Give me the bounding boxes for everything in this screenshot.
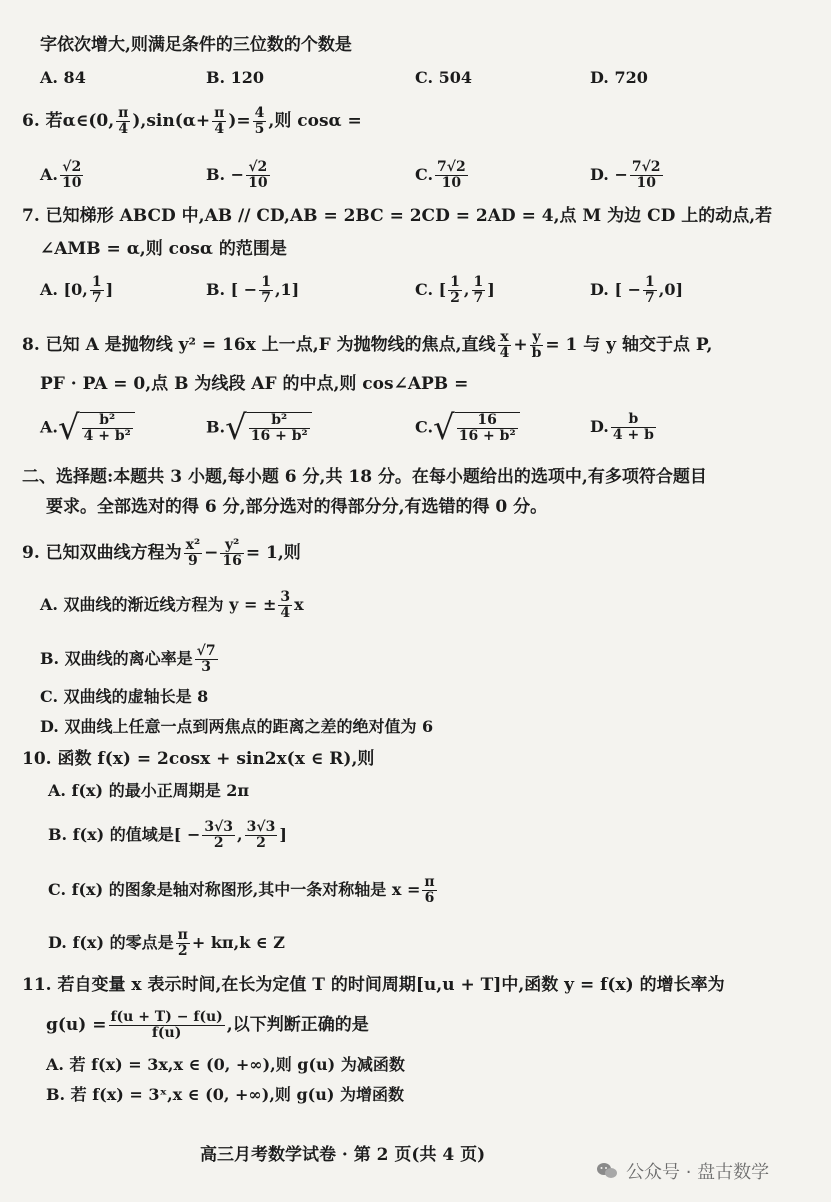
q11-stem-line2: g(u) = $\frac{f(u + T) - f(u)}{f(u)}$ ,以下判断正确的是	[46, 1009, 369, 1041]
q6-option-a: A. $\frac{√2}{10}$	[40, 159, 82, 191]
q6-option-d: D. − $\frac{7√2}{10}$	[590, 159, 661, 191]
wechat-icon	[596, 1162, 618, 1180]
q7-option-c: C. [ $\frac{1}{2}$ , $\frac{1}{7}$ ]	[415, 274, 495, 306]
q11-option-b: B. 若 f(x) = 3ˣ,x ∈ (0, +∞),则 g(u) 为增函数	[46, 1085, 404, 1104]
q6-stem: 6. 若α∈(0, $\frac{\pi}{4}$ ),sin(α+ $\frac{\pi}{4}$ )= $\frac{4}{5}$ ,则 cosα =	[22, 105, 362, 137]
q8-option-d: D. $\frac{b}{4 + b}$	[590, 411, 654, 443]
section2-heading-line2: 要求。全部选对的得 6 分,部分选对的得部分分,有选错的得 0 分。	[46, 497, 548, 517]
q9-stem: 9. 已知双曲线方程为 $\frac{\text{x²}}{9}$ − $\frac{\text{y²}}{16}$ = 1,则	[22, 537, 301, 569]
q5-option-b: B. 120	[206, 68, 265, 87]
q9-option-b: B. 双曲线的离心率是 $\frac{√7}{3}$	[40, 643, 216, 675]
watermark-text: 公众号 · 盘古数学	[626, 1162, 770, 1183]
q7-stem-line1: 7. 已知梯形 ABCD 中,AB // CD,AB = 2BC = 2CD = 2AD = 4,点 M 为边 CD 上的动点,若	[22, 206, 773, 226]
q10-stem: 10. 函数 f(x) = 2cosx + sin2x(x ∈ R),则	[22, 749, 375, 769]
q9-option-d: D. 双曲线上任意一点到两焦点的距离之差的绝对值为 6	[40, 717, 434, 736]
q8-stem-line1: 8. 已知 A 是抛物线 y² = 16x 上一点,F 为抛物线的焦点,直线 $\frac{x}{4}$ + $\frac{y}{b}$ = 1 与 y 轴交于点 P,	[22, 329, 713, 361]
q6-option-b: B. − $\frac{√2}{10}$	[206, 159, 268, 191]
section2-heading-line1: 二、选择题:本题共 3 小题,每小题 6 分,共 18 分。在每小题给出的选项中,有多项符合题目	[22, 467, 707, 487]
q5-stem: 字依次增大,则满足条件的三位数的个数是	[40, 35, 352, 55]
q9-option-a: A. 双曲线的渐近线方程为 y = ± $\frac{3}{4}$ x	[40, 589, 304, 621]
q5-option-d: D. 720	[590, 68, 648, 87]
q8-option-c: C.√ $\frac{16}{\text{16 + b²}}$	[415, 412, 520, 444]
q7-option-d: D. [ − $\frac{1}{7}$ ,0]	[590, 274, 684, 306]
page-footer: 高三月考数学试卷 · 第 2 页(共 4 页)	[200, 1145, 486, 1165]
watermark	[596, 1158, 769, 1184]
q9-option-c: C. 双曲线的虚轴长是 8	[40, 687, 209, 706]
q11-stem-line1: 11. 若自变量 x 表示时间,在长为定值 T 的时间周期[u,u + T]中,函数 y = f(x) 的增长率为	[22, 975, 725, 995]
q10-option-a: A. f(x) 的最小正周期是 2π	[48, 781, 250, 800]
q8-stem-line2: PF · PA = 0,点 B 为线段 AF 的中点,则 cos∠APB =	[40, 374, 469, 394]
q6-option-c: C. $\frac{7√2}{10}$	[415, 159, 466, 191]
q5-option-c: C. 504	[415, 68, 472, 87]
q7-option-a: A. [0, $\frac{1}{7}$ ]	[40, 274, 114, 306]
q10-option-c: C. f(x) 的图象是轴对称图形,其中一条对称轴是 x = $\frac{\pi}{6}$	[48, 874, 435, 906]
q7-option-b: B. [ − $\frac{1}{7}$ ,1]	[206, 274, 300, 306]
q10-option-d: D. f(x) 的零点是 $\frac{\pi}{2}$ + kπ,k ∈ Z	[48, 927, 285, 959]
q11-option-a: A. 若 f(x) = 3x,x ∈ (0, +∞),则 g(u) 为减函数	[46, 1055, 405, 1074]
q5-option-a: A. 84	[40, 68, 86, 87]
q10-option-b: B. f(x) 的值域是[ − $\frac{3√3}{2}$ , $\frac{3√3}{2}$ ]	[48, 819, 287, 851]
q8-option-b: B.√ $\frac{\text{b²}}{\text{16 + b²}}$	[206, 412, 312, 444]
q7-stem-line2: ∠AMB = α,则 cosα 的范围是	[40, 239, 287, 259]
q8-option-a: A.√ $\frac{\text{b²}}{\text{4 + b²}}$	[40, 412, 135, 444]
